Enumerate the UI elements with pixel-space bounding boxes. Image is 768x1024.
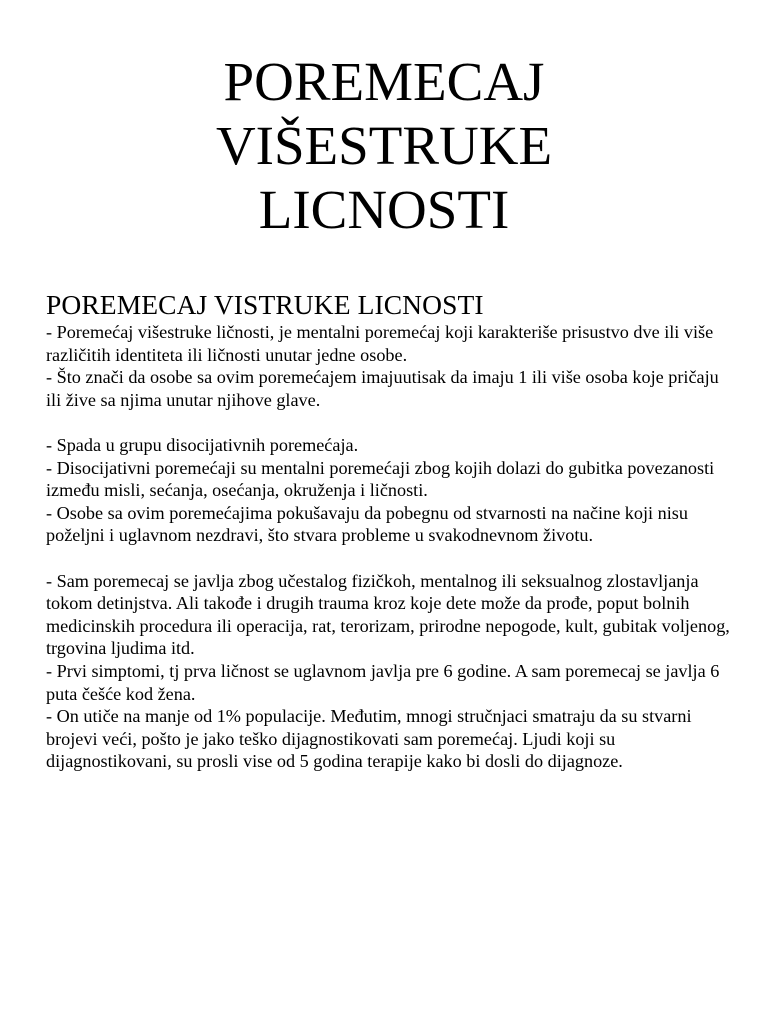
- paragraph: - Što znači da osobe sa ovim poremećajem imajuutisak da imaju 1 ili više osoba koje pričaju ili žive sa njima unutar njihove glave.: [46, 367, 719, 410]
- document-title: [0, 50, 768, 242]
- title-line: LICNOSTI: [258, 179, 510, 240]
- paragraph: - On utiče na manje od 1% populacije. Međutim, mnogi stručnjaci smatraju da su stvarni brojevi veći, pošto je jako teško dijagnostikovati sam poremećaj. Ljudi koji su dijagnostikovani, su prosli vise od 5 godina terapije kako bi dosli do dijagnoze.: [46, 706, 692, 772]
- paragraph: - Sam poremecaj se javlja zbog učestalog fizičkoh, mentalnog ili seksualnog zlostavljanja tokom detinjstva. Ali takođe i drugih trauma kroz koje dete može da prođe, poput bolnih medicinskih procedura ili operacija, rat, terorizam, prirodne nepogode, kult, gubitak voljenog, trgovina ljudima itd.: [46, 570, 730, 659]
- paragraph: - Disocijativni poremećaji su mentalni poremećaji zbog kojih dolazi do gubitka povezanosti između misli, sećanja, osećanja, okruženja i ličnosti.: [46, 457, 715, 501]
- title-line: VIŠESTRUKE: [215, 115, 553, 176]
- body-text: [46, 321, 736, 773]
- document-body: [46, 289, 736, 773]
- paragraph: - Prvi simptomi, tj prva ličnost se uglavnom javlja pre 6 godine. A sam poremecaj se javlja 6 puta češće kod žena.: [46, 660, 720, 704]
- paragraph: - Spada u grupu disocijativnih poremećaja.: [46, 434, 359, 455]
- paragraph: - Osobe sa ovim poremećajima pokušavaju da pobegnu od stvarnosti na načine koji nisu poželjni i uglavnom nezdravi, što stvara probleme u svakodnevnom životu.: [46, 502, 688, 546]
- section-heading: POREMECAJ VISTRUKE LICNOSTI: [46, 289, 484, 320]
- paragraph-spacer: [46, 547, 736, 570]
- paragraph: - Poremećaj višestruke ličnosti, je mentalni poremećaj koji karakteriše prisustvo dve ili više različitih identiteta ili ličnosti unutar jedne osobe.: [46, 322, 714, 365]
- paragraph-spacer: [46, 411, 736, 434]
- title-line: POREMECAJ: [223, 51, 545, 112]
